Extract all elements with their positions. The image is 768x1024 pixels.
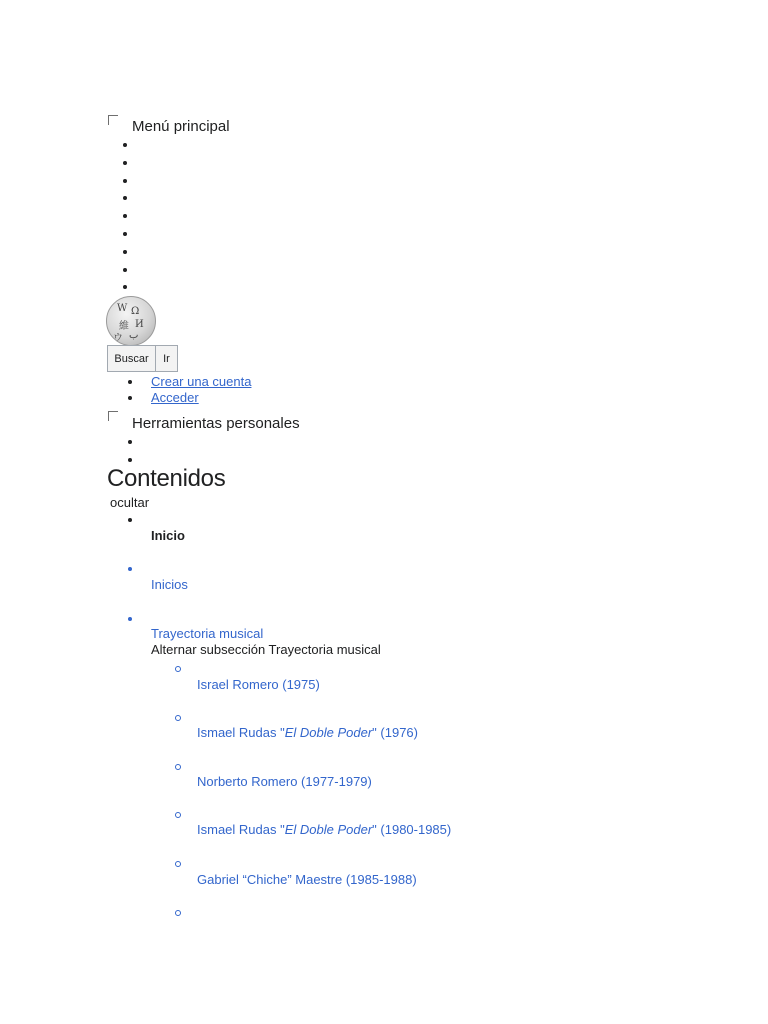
create-account-link[interactable]: Crear una cuenta [151, 374, 252, 389]
personal-tools-label: Herramientas personales [132, 415, 300, 432]
list-item[interactable] [128, 440, 132, 444]
toc-subitem-ismael-rudas-1976[interactable]: Ismael Rudas "El Doble Poder" (1976) [197, 725, 418, 740]
login-link[interactable]: Acceder [151, 390, 199, 405]
toc-subitem-ismael-rudas-1980[interactable]: Ismael Rudas "El Doble Poder" (1980-1985) [197, 822, 452, 837]
toc-item-inicio[interactable]: Inicio [151, 528, 185, 543]
list-item[interactable] [123, 232, 127, 236]
list-item [128, 396, 132, 400]
list-item[interactable] [123, 250, 127, 254]
list-item[interactable] [123, 196, 127, 200]
list-item [128, 617, 132, 621]
search-button[interactable]: Buscar [107, 345, 156, 372]
toc-subitem-israel-romero[interactable]: Israel Romero (1975) [197, 677, 320, 692]
toc-hide-button[interactable]: ocultar [110, 495, 150, 510]
personal-tools-checkbox[interactable] [108, 411, 118, 421]
list-item[interactable] [123, 214, 127, 218]
list-item [175, 666, 181, 672]
list-item[interactable] [123, 143, 127, 147]
toc-item-trayectoria[interactable]: Trayectoria musical [151, 626, 264, 641]
list-item [175, 764, 181, 770]
toc-subitem-norberto-romero[interactable]: Norberto Romero (1977-1979) [197, 774, 372, 789]
toc-subitem-gabriel-maestre[interactable]: Gabriel “Chiche” Maestre (1985-1988) [197, 872, 417, 887]
main-menu-label: Menú principal [132, 118, 230, 135]
list-item[interactable] [128, 458, 132, 462]
list-item [175, 861, 181, 867]
list-item [175, 715, 181, 721]
toc-item-inicios[interactable]: Inicios [151, 577, 188, 592]
list-item[interactable] [123, 285, 127, 289]
list-item [175, 910, 181, 916]
list-item [175, 812, 181, 818]
toc-title: Contenidos [107, 465, 226, 492]
wikipedia-globe-icon[interactable]: W Ω 維 И ウ ب [106, 296, 156, 346]
list-item [128, 518, 132, 522]
go-button[interactable]: Ir [155, 345, 178, 372]
main-menu-checkbox[interactable] [108, 115, 118, 125]
list-item[interactable] [123, 268, 127, 272]
list-item [128, 380, 132, 384]
list-item[interactable] [123, 179, 127, 183]
list-item [128, 567, 132, 571]
toc-toggle-trayectoria[interactable]: Alternar subsección Trayectoria musical [151, 642, 381, 657]
list-item[interactable] [123, 161, 127, 165]
